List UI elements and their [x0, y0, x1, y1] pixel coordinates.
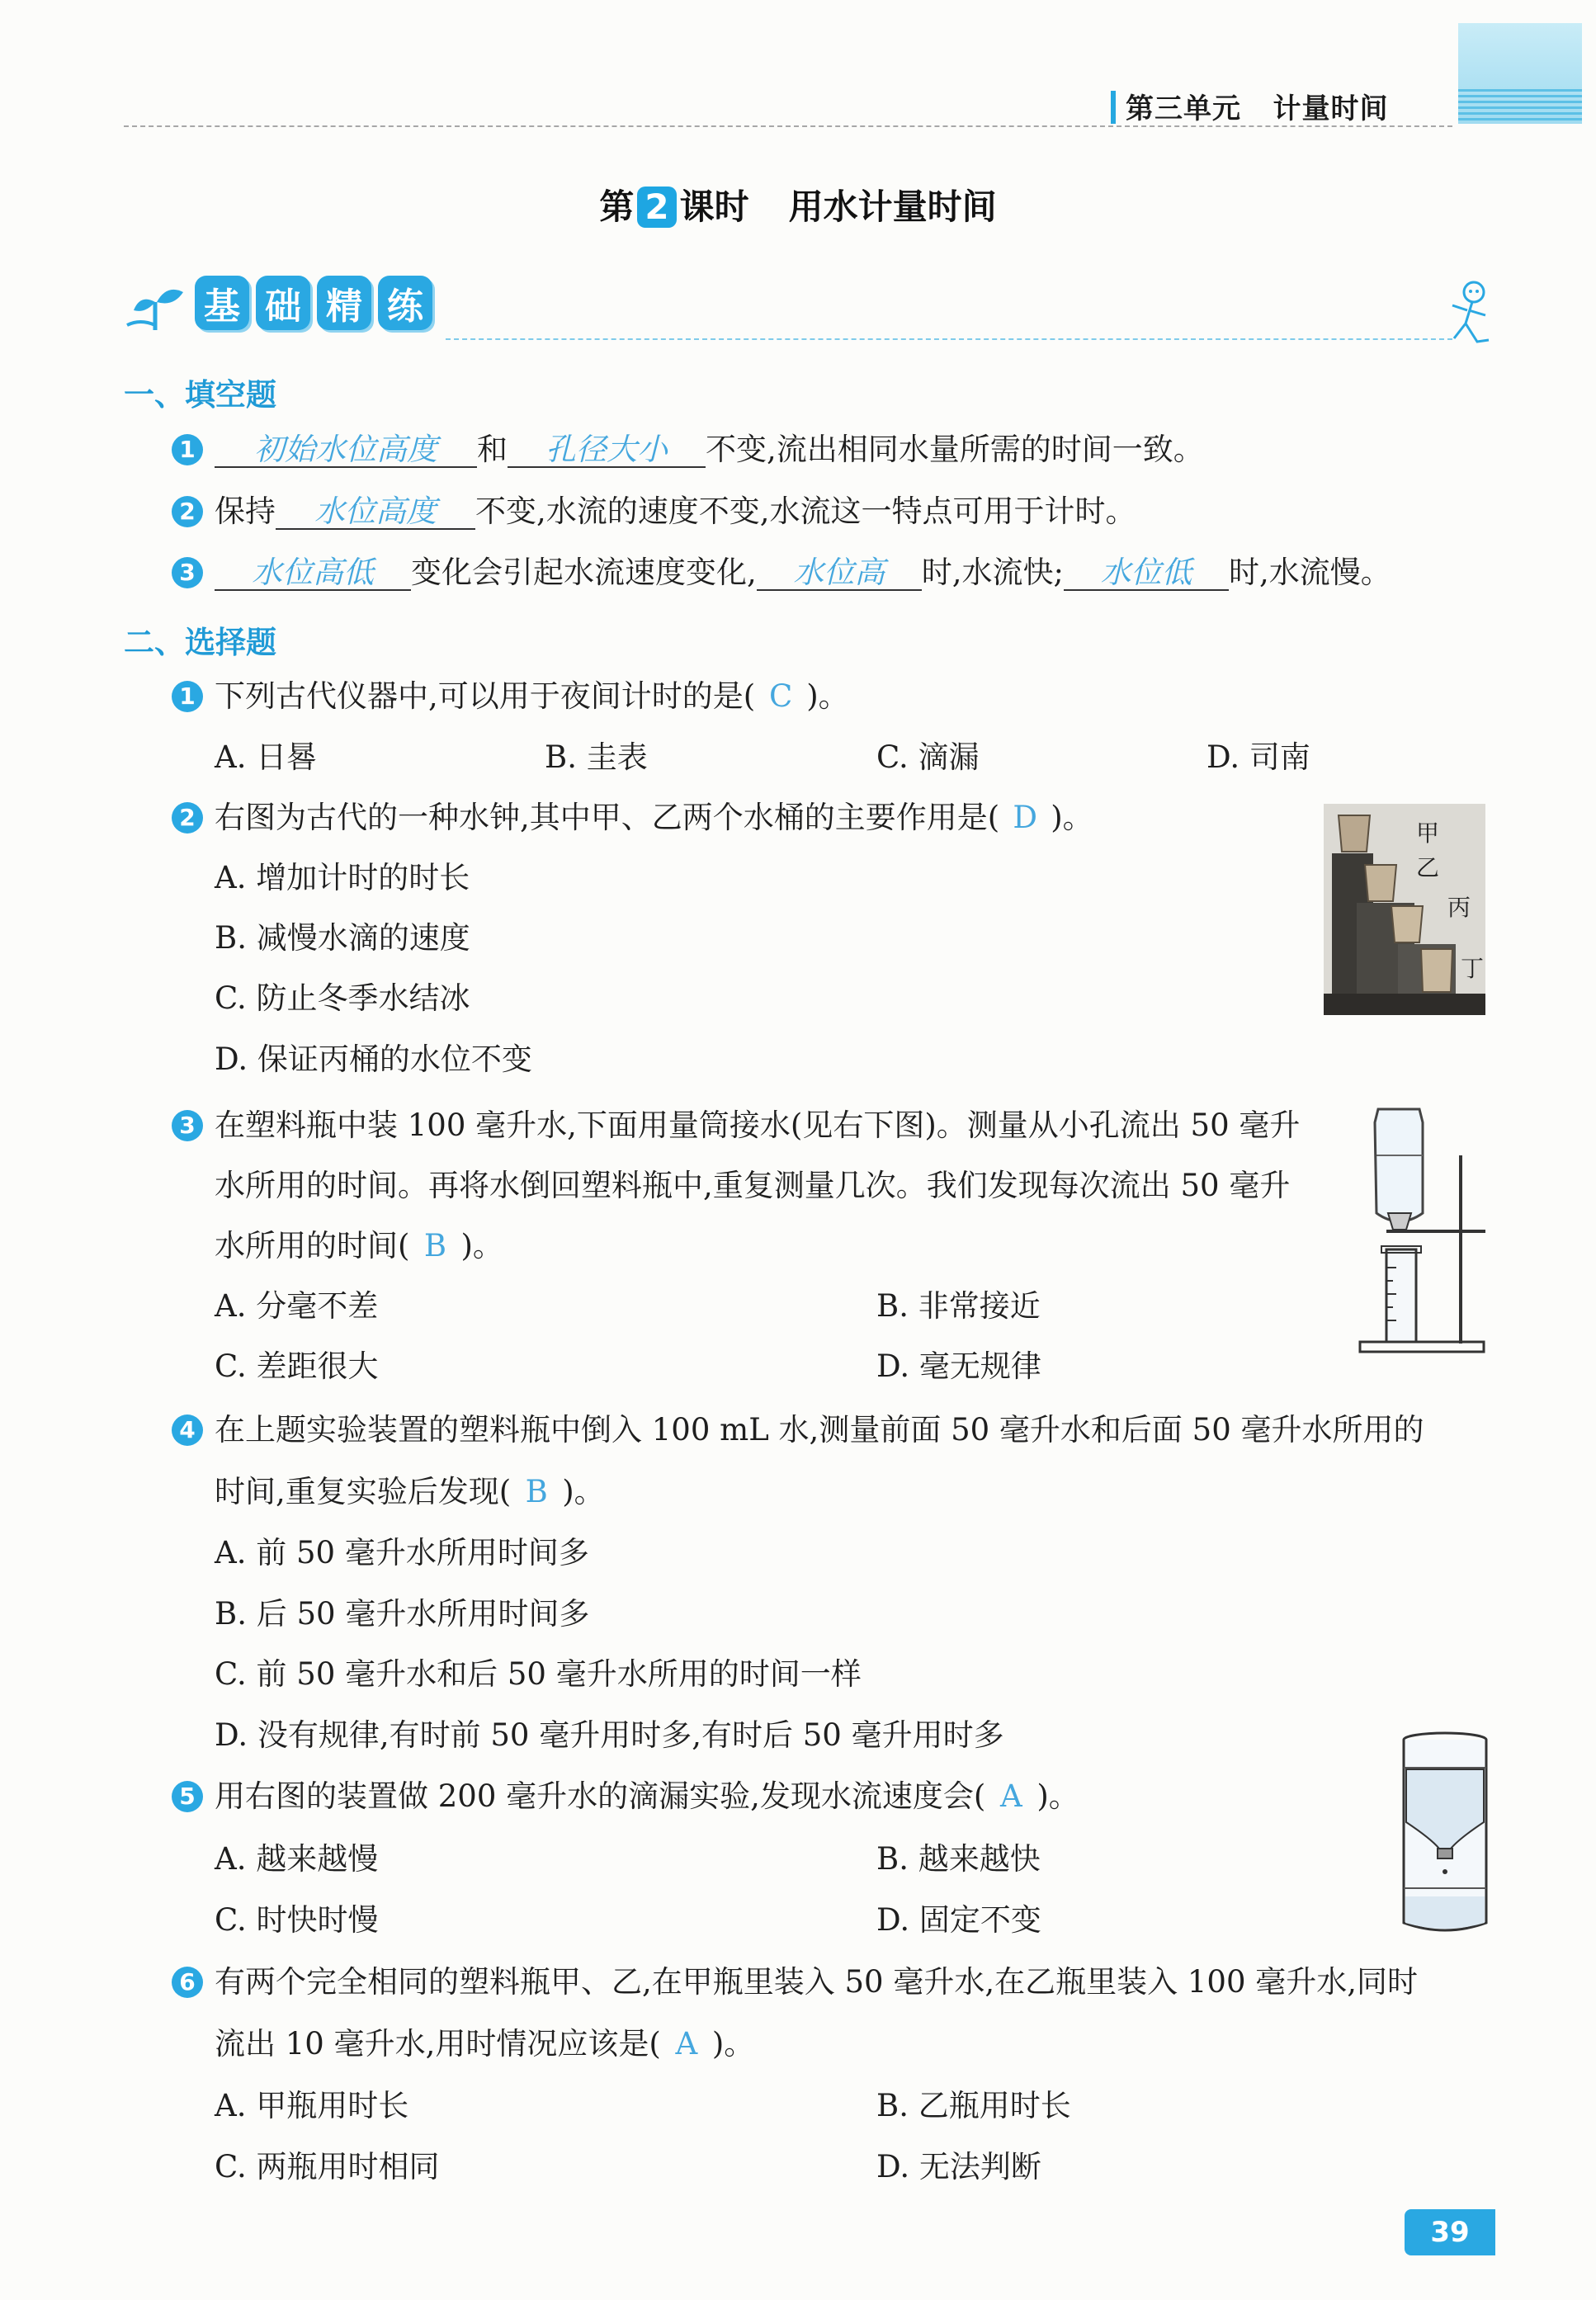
choice-answer: B [525, 1474, 548, 1509]
option: A. 增加计时的时长 [215, 860, 470, 895]
question-text: )。 [806, 678, 849, 714]
question-text: 流出 10 毫升水,用时情况应该是( [215, 2026, 661, 2061]
question-text: 不变,水流的速度不变,水流这一特点可用于计时。 [475, 494, 1136, 529]
drip-bottle-figure [1400, 1731, 1490, 1938]
option: D. 没有规律,有时前 50 毫升用时多,有时后 50 毫升用时多 [215, 1717, 1004, 1753]
lesson-name: 用水计量时间 [788, 187, 997, 227]
option: C. 前 50 毫升水和后 50 毫升水所用的时间一样 [215, 1656, 862, 1692]
option: A. 前 50 毫升水所用时间多 [215, 1535, 589, 1570]
option: C. 两瓶用时相同 [215, 2149, 440, 2184]
question-text: 水所用的时间。再将水倒回塑料瓶中,重复测量几次。我们发现每次流出 50 毫升 [215, 1168, 1291, 1203]
question-text: 时间,重复实验后发现( [215, 1474, 512, 1509]
option: C. 时快时慢 [215, 1902, 379, 1938]
question-text: 用右图的装置做 200 毫升水的滴漏实验,发现水流速度会( [215, 1778, 986, 1814]
question-text: 不变,流出相同水量所需的时间一致。 [706, 432, 1204, 467]
question-text: 在上题实验装置的塑料瓶中倒入 100 mL 水,测量前面 50 毫升水和后面 50 毫升水所用的 [215, 1412, 1424, 1448]
option: C. 防止冬季水结冰 [215, 980, 470, 1016]
option: A. 日晷 [215, 739, 318, 775]
question-number-badge: 3 [172, 557, 203, 588]
question-text: 在塑料瓶中装 100 毫升水,下面用量筒接水(见右下图)。测量从小孔流出 50 毫升 [215, 1107, 1301, 1143]
question-text: )。 [562, 1474, 605, 1509]
unit-label: 第三单元 计量时间 [1126, 92, 1389, 125]
option: C. 差距很大 [215, 1348, 379, 1384]
lesson-suffix: 课时 [679, 187, 749, 227]
question-number-badge: 2 [172, 802, 203, 834]
answer-blank: 水位低 [1064, 556, 1229, 591]
question-number-badge: 1 [172, 681, 203, 712]
option: A. 甲瓶用时长 [215, 2088, 409, 2123]
question-text: )。 [1051, 800, 1093, 835]
choice-answer: A [675, 2026, 698, 2061]
answer-blank: 水位高低 [215, 556, 411, 591]
option: A. 越来越慢 [215, 1841, 379, 1877]
banner-char: 基 [195, 276, 249, 330]
header-stripes [1458, 89, 1582, 122]
running-figure-icon [1438, 279, 1495, 353]
question-text: 水所用的时间( [215, 1228, 410, 1263]
question-text: )。 [711, 2026, 755, 2061]
question-number-badge: 4 [172, 1414, 203, 1446]
option: D. 司南 [1206, 739, 1310, 775]
header-divider [124, 125, 1452, 127]
question-number-badge: 2 [172, 496, 203, 527]
choice-answer: C [769, 678, 793, 714]
bottle-cylinder-apparatus-figure [1353, 1106, 1494, 1362]
option: B. 乙瓶用时长 [876, 2088, 1071, 2123]
answer-blank: 孔径大小 [508, 433, 706, 468]
section-title-choice: 二、选择题 [124, 625, 276, 660]
question-number-badge: 3 [172, 1110, 203, 1141]
choice-answer: B [423, 1228, 447, 1263]
question-text: 右图为古代的一种水钟,其中甲、乙两个水桶的主要作用是( [215, 800, 1000, 835]
question-text: 有两个完全相同的塑料瓶甲、乙,在甲瓶里装入 50 毫升水,在乙瓶里装入 100 毫升水,同时 [215, 1964, 1419, 2000]
option: B. 后 50 毫升水所用时间多 [215, 1596, 590, 1632]
banner-char: 精 [317, 276, 371, 330]
question-number-badge: 6 [172, 1967, 203, 1998]
option: B. 越来越快 [876, 1841, 1041, 1877]
sprout-icon [124, 277, 190, 335]
option: B. 非常接近 [876, 1288, 1041, 1324]
banner-char: 练 [378, 276, 432, 330]
question-text: )。 [1036, 1778, 1079, 1814]
option: D. 保证丙桶的水位不变 [215, 1041, 532, 1077]
option: D. 固定不变 [876, 1902, 1041, 1938]
choice-answer: A [999, 1778, 1022, 1814]
question-text: 保持 [215, 494, 276, 529]
figure-label: 丙 [1447, 894, 1471, 921]
question-text: 下列古代仪器中,可以用于夜间计时的是( [215, 678, 756, 714]
choice-answer: D [1013, 800, 1038, 835]
option: D. 无法判断 [876, 2149, 1041, 2184]
option: A. 分毫不差 [215, 1288, 379, 1324]
option: D. 毫无规律 [876, 1348, 1041, 1384]
lesson-number-badge: 2 [637, 187, 676, 228]
question-text: 和 [477, 432, 508, 467]
question-number-badge: 1 [172, 434, 203, 465]
figure-label: 丁 [1461, 955, 1485, 982]
answer-blank: 水位高度 [276, 495, 475, 530]
option: B. 圭表 [545, 739, 648, 775]
header-accent-bar [1111, 91, 1116, 124]
page-number: 39 [1405, 2209, 1495, 2255]
section-title-fill-blank: 一、填空题 [124, 377, 276, 413]
lesson-prefix: 第 [599, 187, 635, 227]
answer-blank: 初始水位高度 [215, 433, 477, 468]
question-number-badge: 5 [172, 1781, 203, 1812]
option: C. 滴漏 [876, 739, 980, 775]
answer-blank: 水位高 [757, 556, 922, 591]
question-text: 时,水流快; [921, 555, 1064, 590]
figure-label: 乙 [1416, 854, 1440, 881]
figure-label: 甲 [1416, 819, 1440, 847]
option: B. 减慢水滴的速度 [215, 920, 470, 956]
question-text: 变化会引起水流速度变化, [411, 555, 757, 590]
question-text: 时,水流慢。 [1229, 555, 1391, 590]
banner-divider [446, 338, 1452, 340]
section-banner [195, 276, 432, 330]
lesson-title [0, 180, 1596, 229]
question-text: )。 [460, 1228, 503, 1263]
banner-char: 础 [256, 276, 310, 330]
water-clock-figure [1324, 804, 1485, 1015]
